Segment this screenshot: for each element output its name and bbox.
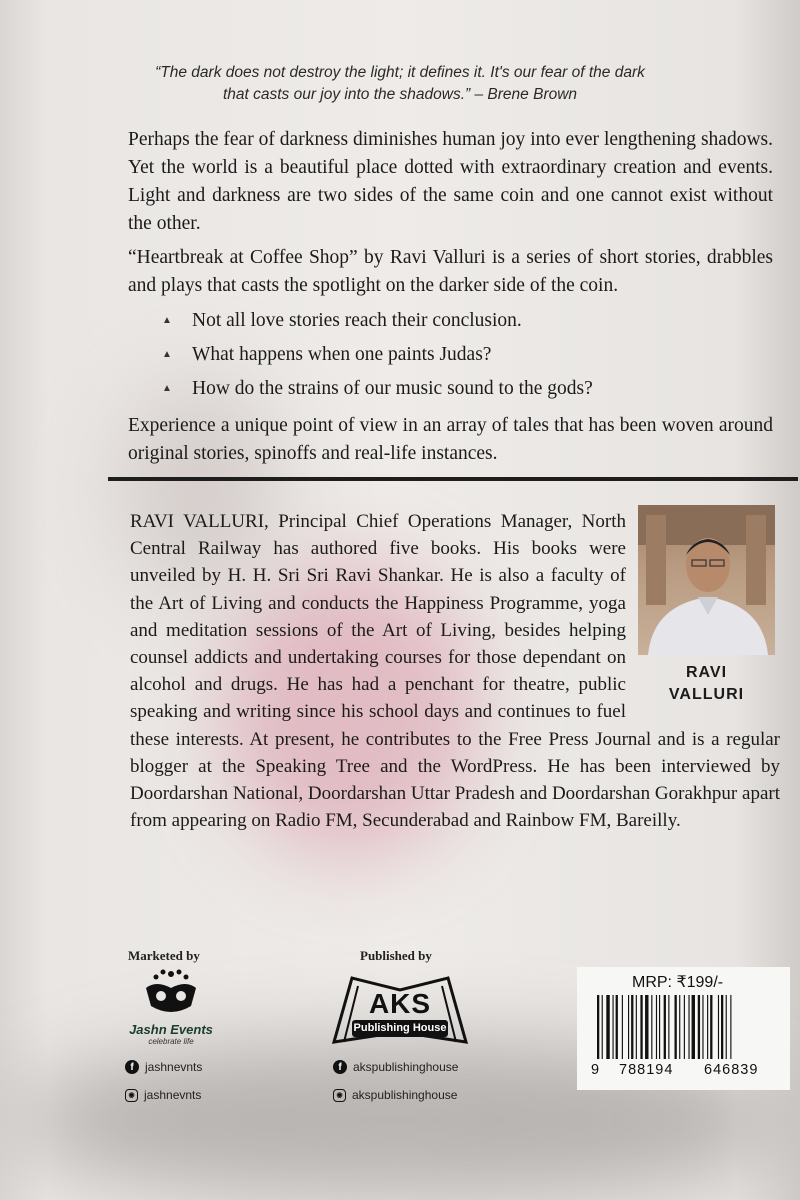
aks-publishing-logo: [330, 970, 470, 1048]
blurb-paragraph: Experience a unique point of view in an array of tales that has been woven around original stories, spinoffs and real-life instances.: [128, 415, 773, 464]
quote-line: “The dark does not destroy the light; it defines it. It's our fear of the dark: [155, 64, 645, 81]
marketer-facebook[interactable]: [125, 1060, 202, 1074]
author-photo: [638, 505, 775, 655]
isbn-digit: 9: [591, 1062, 601, 1078]
instagram-handle: akspublishinghouse: [352, 1088, 458, 1102]
section-divider: [108, 477, 798, 481]
teaser-list: [128, 306, 773, 408]
published-by-label: Published by: [360, 948, 432, 963]
publisher-facebook[interactable]: [333, 1060, 458, 1074]
isbn-barcode-panel: [577, 967, 790, 1090]
blurb-paragraph: “Heartbreak at Coffee Shop” by Ravi Valluri is a series of short stories, drabbles and plays that casts the spotlight on the darker side of the coin.: [128, 247, 773, 296]
author-photo-caption: [638, 662, 775, 706]
isbn-digit-group: 788194: [619, 1062, 674, 1078]
blurb-paragraph: Perhaps the fear of darkness diminishes human joy into ever lengthening shadows. Yet the world is a beautiful place dotted with extraordinary creation and events. Light and darkness are two sides of the same coin and one cannot exist without the other.: [128, 129, 773, 234]
facebook-icon: f: [125, 1060, 139, 1074]
marketer-logo-icon: [116, 966, 226, 1022]
instagram-icon: ◉: [333, 1089, 346, 1102]
quote-line: that casts our joy into the shadows.” – Brene Brown: [222, 86, 578, 103]
publisher-instagram[interactable]: [333, 1088, 457, 1102]
facebook-icon: f: [333, 1060, 347, 1074]
author-portrait-image: [638, 505, 775, 655]
publisher-logo-sub: Publishing House: [353, 1022, 447, 1034]
list-item: ▲ What happens when one paints Judas?: [162, 340, 773, 374]
instagram-icon: ◉: [125, 1089, 138, 1102]
bio-text: RAVI VALLURI, Principal Chief Operations Manager, North Central Railway has authored five books. His books were unveiled by H. H. Sri Sri Ravi Shankar. He is also a faculty of the Art of Living and conducts the Happiness Programme, yoga and meditation sessions of the Art of Living, besides helping counsel addicts and undertaking courses for those dependant on alcohol and drugs. He has had a penchant for theatre, public speaking and writing since his school days and continues to fuel these interests. At present, he contributes to the Free Press Journal and is a regular blogger at the Speaking Tree and the WordPress. He has been interviewed by Doordarshan National, Doordarshan Uttar Pradesh and Doordarshan Gorakhpur apart from appearing on Radio FM, Secunderabad and Rainbow FM, Bareilly.: [130, 511, 780, 832]
facebook-handle: jashnevnts: [145, 1060, 203, 1074]
list-item: ▲ Not all love stories reach their conclusion.: [162, 306, 773, 340]
marketed-by-label: Marketed by: [128, 948, 200, 963]
caption-line: RAVI: [685, 664, 728, 681]
marketer-name: Jashn Events: [129, 1022, 213, 1037]
barcode-icon: [583, 995, 783, 1059]
facebook-handle: akspublishinghouse: [353, 1060, 459, 1074]
blurb-section: [128, 126, 773, 474]
isbn-digit-group: 646839: [704, 1062, 759, 1078]
caption-line: VALLURI: [668, 686, 745, 703]
publisher-logo-main: AKS: [368, 988, 432, 1019]
mrp-price: MRP: ₹199/-: [632, 974, 724, 991]
jashn-events-logo: [116, 966, 226, 1046]
epigraph-quote: [60, 62, 740, 106]
marketer-instagram[interactable]: [125, 1088, 201, 1102]
instagram-handle: jashnevnts: [144, 1088, 202, 1102]
list-item: ▲ How do the strains of our music sound to the gods?: [162, 374, 773, 408]
marketer-tagline: celebrate life: [148, 1037, 194, 1046]
